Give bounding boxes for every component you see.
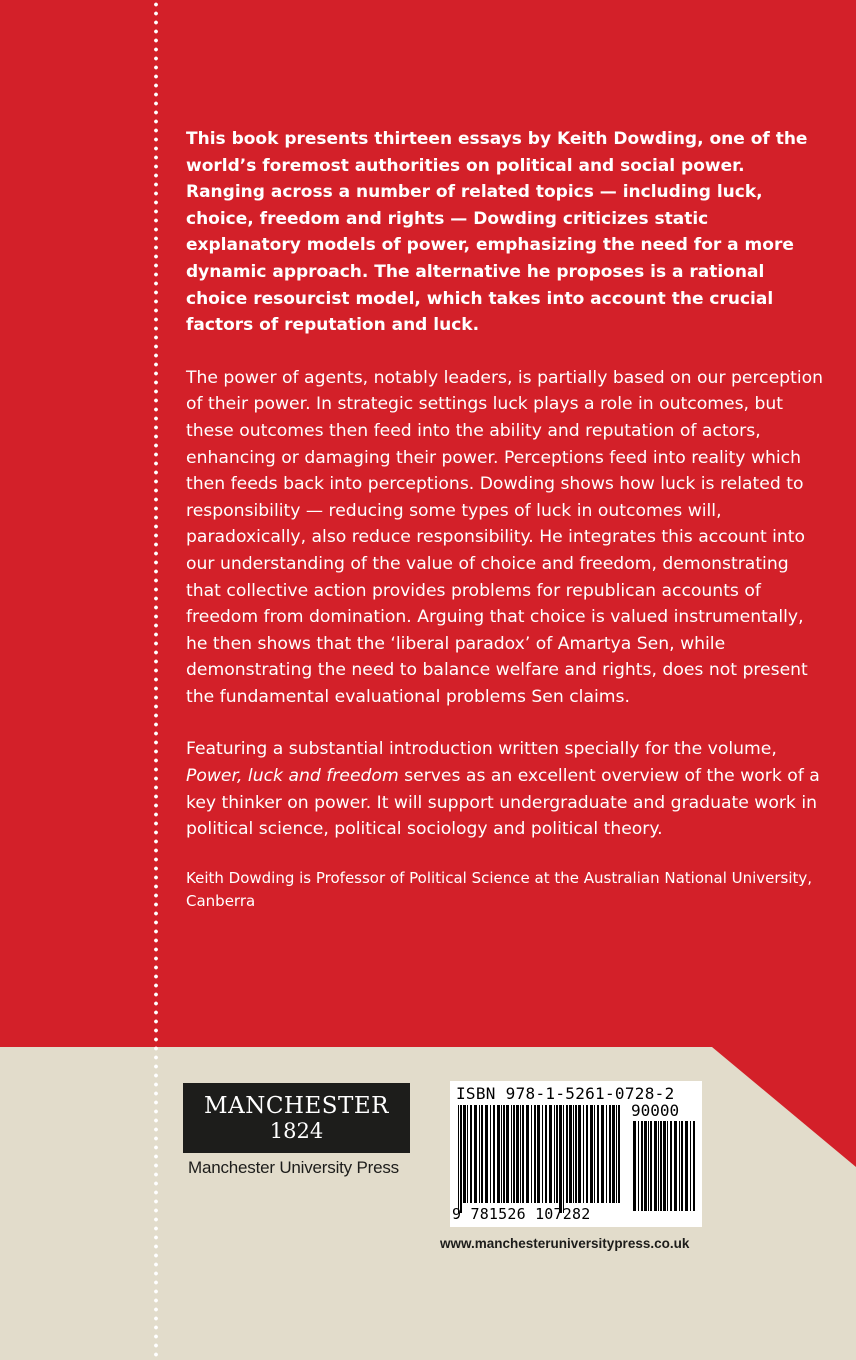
barcode-bar bbox=[490, 1105, 491, 1203]
barcode-bar bbox=[559, 1105, 562, 1213]
lead-paragraph: This book presents thirteen essays by Keith Dowding, one of the world’s foremost authorities on political and social power. Ranging across a number of related topics — including luck, choice, freedom and rights — Dowding criticizes static explanatory models of power, emphasizing the need for a more dynamic approach. The alternative he proposes is a rational choice resourcist model, which takes into account the crucial factors of reputation and luck. bbox=[186, 129, 808, 336]
barcode-bar bbox=[670, 1121, 672, 1211]
publisher-logo bbox=[183, 1083, 410, 1153]
barcode-bar bbox=[681, 1121, 683, 1211]
barcode-bar bbox=[633, 1121, 636, 1211]
barcode-bar bbox=[650, 1121, 652, 1211]
barcode-bar bbox=[479, 1105, 480, 1203]
barcode-bar bbox=[679, 1121, 680, 1211]
barcode-bar bbox=[501, 1105, 502, 1203]
barcode-bar bbox=[660, 1121, 662, 1211]
barcode-bar bbox=[583, 1105, 584, 1203]
barcode-bar bbox=[586, 1105, 588, 1203]
barcode-bar bbox=[654, 1121, 657, 1211]
logo-wordmark: MANCHESTER bbox=[204, 1093, 389, 1119]
barcode-bar bbox=[609, 1105, 611, 1203]
barcode-bar bbox=[520, 1105, 521, 1203]
barcode-bar bbox=[590, 1105, 593, 1203]
barcode-bar bbox=[601, 1105, 604, 1203]
barcode-bar bbox=[641, 1121, 643, 1211]
body-paragraph: The power of agents, notably leaders, is partially based on our perception of their power. In strategic settings luck plays a role in outcomes, but these outcomes then feed into the ability and reputation of actors, enhancing or damaging their power. Perceptions feed into reality which then feeds back into perceptions. Dowding shows how luck is related to responsibility — reducing some types of luck in outcomes will, paradoxically, also reduce responsibility. He integrates this account into our understanding of the value of choice and freedom, demonstrating that collective action provides problems for republican accounts of freedom from domination. Arguing that choice is valued instrumentally, he then shows that the ‘liberal paradox’ of Amartya Sen, while demonstrating the need to balance welfare and rights, does not present the fundamental evaluational problems Sen claims. bbox=[186, 367, 824, 707]
barcode-bar bbox=[616, 1105, 617, 1203]
barcode-bar bbox=[537, 1105, 540, 1203]
barcode-bar bbox=[511, 1105, 512, 1203]
barcode-bar bbox=[566, 1105, 568, 1203]
barcode-bar bbox=[569, 1105, 572, 1203]
featuring-text-start: Featuring a substantial introduction written specially for the volume, bbox=[186, 739, 777, 760]
barcode-bar bbox=[594, 1105, 595, 1203]
barcode-bar bbox=[531, 1105, 532, 1203]
barcode-bar bbox=[470, 1105, 472, 1203]
barcode-bar bbox=[549, 1105, 552, 1203]
barcode-bar bbox=[606, 1105, 607, 1203]
barcode-bar bbox=[674, 1121, 677, 1211]
barcode-bar bbox=[612, 1105, 615, 1203]
barcode-bar bbox=[573, 1105, 574, 1203]
barcode-bar bbox=[554, 1105, 555, 1203]
barcode-bar bbox=[497, 1105, 500, 1203]
barcode-bar bbox=[690, 1121, 691, 1211]
barcode-bar bbox=[503, 1105, 505, 1203]
featuring-paragraph bbox=[186, 736, 826, 842]
dotted-spine-line bbox=[153, 0, 159, 1360]
barcode-bar bbox=[597, 1105, 599, 1203]
barcode-bar bbox=[460, 1105, 462, 1213]
barcode-bar bbox=[506, 1105, 509, 1203]
isbn-label: ISBN 978-1-5261-0728-2 bbox=[456, 1084, 675, 1103]
barcode-bar bbox=[458, 1105, 459, 1213]
barcode-bar bbox=[618, 1105, 620, 1203]
barcode-bar bbox=[685, 1121, 688, 1211]
barcode-bar bbox=[556, 1105, 558, 1203]
barcode-bar bbox=[526, 1105, 529, 1203]
barcode-bar bbox=[693, 1121, 695, 1211]
book-title: Power, luck and freedom bbox=[186, 766, 399, 787]
barcode-bar bbox=[513, 1105, 515, 1203]
addon-barcode bbox=[631, 1121, 697, 1221]
barcode-bar bbox=[638, 1121, 639, 1211]
barcode-bar bbox=[463, 1105, 466, 1203]
barcode-bar bbox=[474, 1105, 477, 1203]
price-code: 90000 bbox=[631, 1101, 680, 1120]
barcode-bar bbox=[648, 1121, 649, 1211]
barcode-bar bbox=[667, 1121, 668, 1211]
barcode-box bbox=[450, 1081, 702, 1227]
barcode-bar bbox=[481, 1105, 483, 1203]
barcode-bar bbox=[493, 1105, 495, 1203]
barcode-bar bbox=[578, 1105, 581, 1203]
author-bio: Keith Dowding is Professor of Political Science at the Australian National University, Canberra bbox=[186, 868, 813, 910]
barcode-bar bbox=[534, 1105, 536, 1203]
barcode-bar bbox=[485, 1105, 488, 1203]
barcode-bar bbox=[563, 1105, 564, 1213]
barcode-bar bbox=[545, 1105, 547, 1203]
barcode-bar bbox=[663, 1121, 666, 1211]
barcode-bar bbox=[658, 1121, 659, 1211]
ean-digits: 9 781526 107282 bbox=[452, 1205, 591, 1223]
barcode-bar bbox=[542, 1105, 543, 1203]
ean-barcode bbox=[456, 1105, 622, 1213]
featuring-text-end: serves as an excellent overview of the work of a key thinker on power. It will support undergraduate and graduate work in political science, political sociology and political theory. bbox=[186, 766, 820, 840]
barcode-bar bbox=[522, 1105, 524, 1203]
barcode-bar bbox=[575, 1105, 577, 1203]
barcode-bar bbox=[516, 1105, 519, 1203]
logo-year: 1824 bbox=[269, 1119, 324, 1143]
publisher-url: www.manchesteruniversitypress.co.uk bbox=[440, 1236, 690, 1251]
barcode-bar bbox=[644, 1121, 647, 1211]
publisher-name: Manchester University Press bbox=[188, 1158, 399, 1177]
barcode-bar bbox=[467, 1105, 468, 1203]
blurb bbox=[186, 126, 826, 913]
